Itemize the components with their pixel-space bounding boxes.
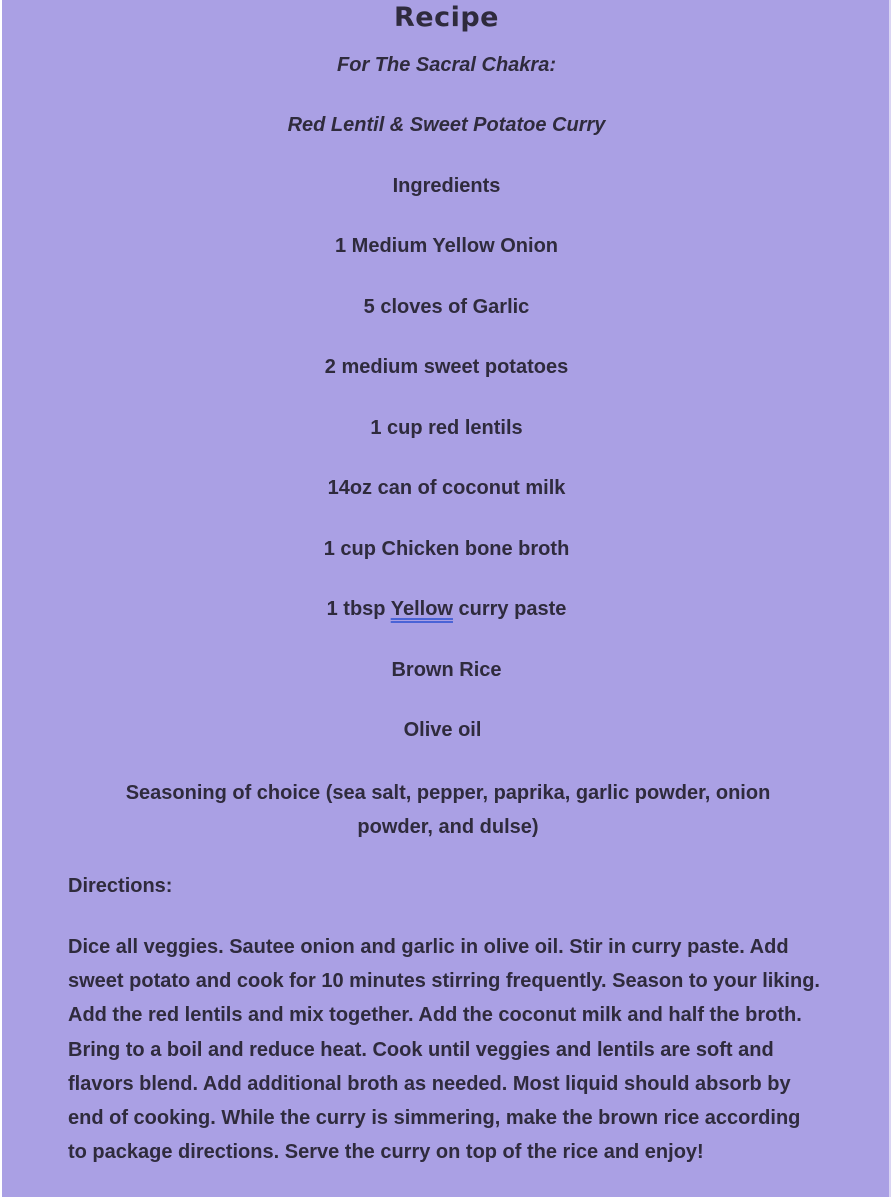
ingredient-item: 14oz can of coconut milk <box>327 477 566 499</box>
curry-paste-prefix: 1 tbsp <box>326 598 391 620</box>
subtitle: For The Sacral Chakra: <box>337 54 556 76</box>
page-title: Recipe <box>393 2 499 33</box>
ingredient-item: 1 cup Chicken bone broth <box>323 538 570 560</box>
ingredient-item: Olive oil <box>403 719 482 741</box>
curry-paste-suffix: curry paste <box>452 598 567 620</box>
recipe-page <box>2 0 891 1197</box>
ingredient-item: 1 Medium Yellow Onion <box>335 235 558 257</box>
dish-name: Red Lentil & Sweet Potatoe Curry <box>287 114 606 136</box>
seasoning-text: Seasoning of choice (sea salt, pepper, paprika, garlic powder, onion powder, and dulse) <box>125 782 771 838</box>
directions-text: Dice all veggies. Sautee onion and garlic in olive oil. Stir in curry paste. Add sweet potato and cook for 10 minutes stirring frequently. Season to your liking. Add the red lentils and mix together. Add the coconut milk and half the broth. Bring to a boil and reduce heat. Cook until veggies and lentils are soft and flavors blend. Add additional broth as needed. Most liquid should absorb by end of cooking. While the curry is simmering, make the brown rice according to package directions. Serve the curry on top of the rice and enjoy! <box>68 936 820 1164</box>
ingredients-heading: Ingredients <box>392 175 501 197</box>
ingredient-item-curry-paste <box>2 596 891 622</box>
yellow-link[interactable]: Yellow <box>390 598 453 620</box>
ingredient-item: 1 cup red lentils <box>370 417 523 439</box>
ingredient-item: Brown Rice <box>391 659 502 681</box>
ingredient-item: 5 cloves of Garlic <box>363 296 530 318</box>
ingredient-item: 2 medium sweet potatoes <box>324 356 569 378</box>
directions-heading: Directions: <box>68 875 173 897</box>
